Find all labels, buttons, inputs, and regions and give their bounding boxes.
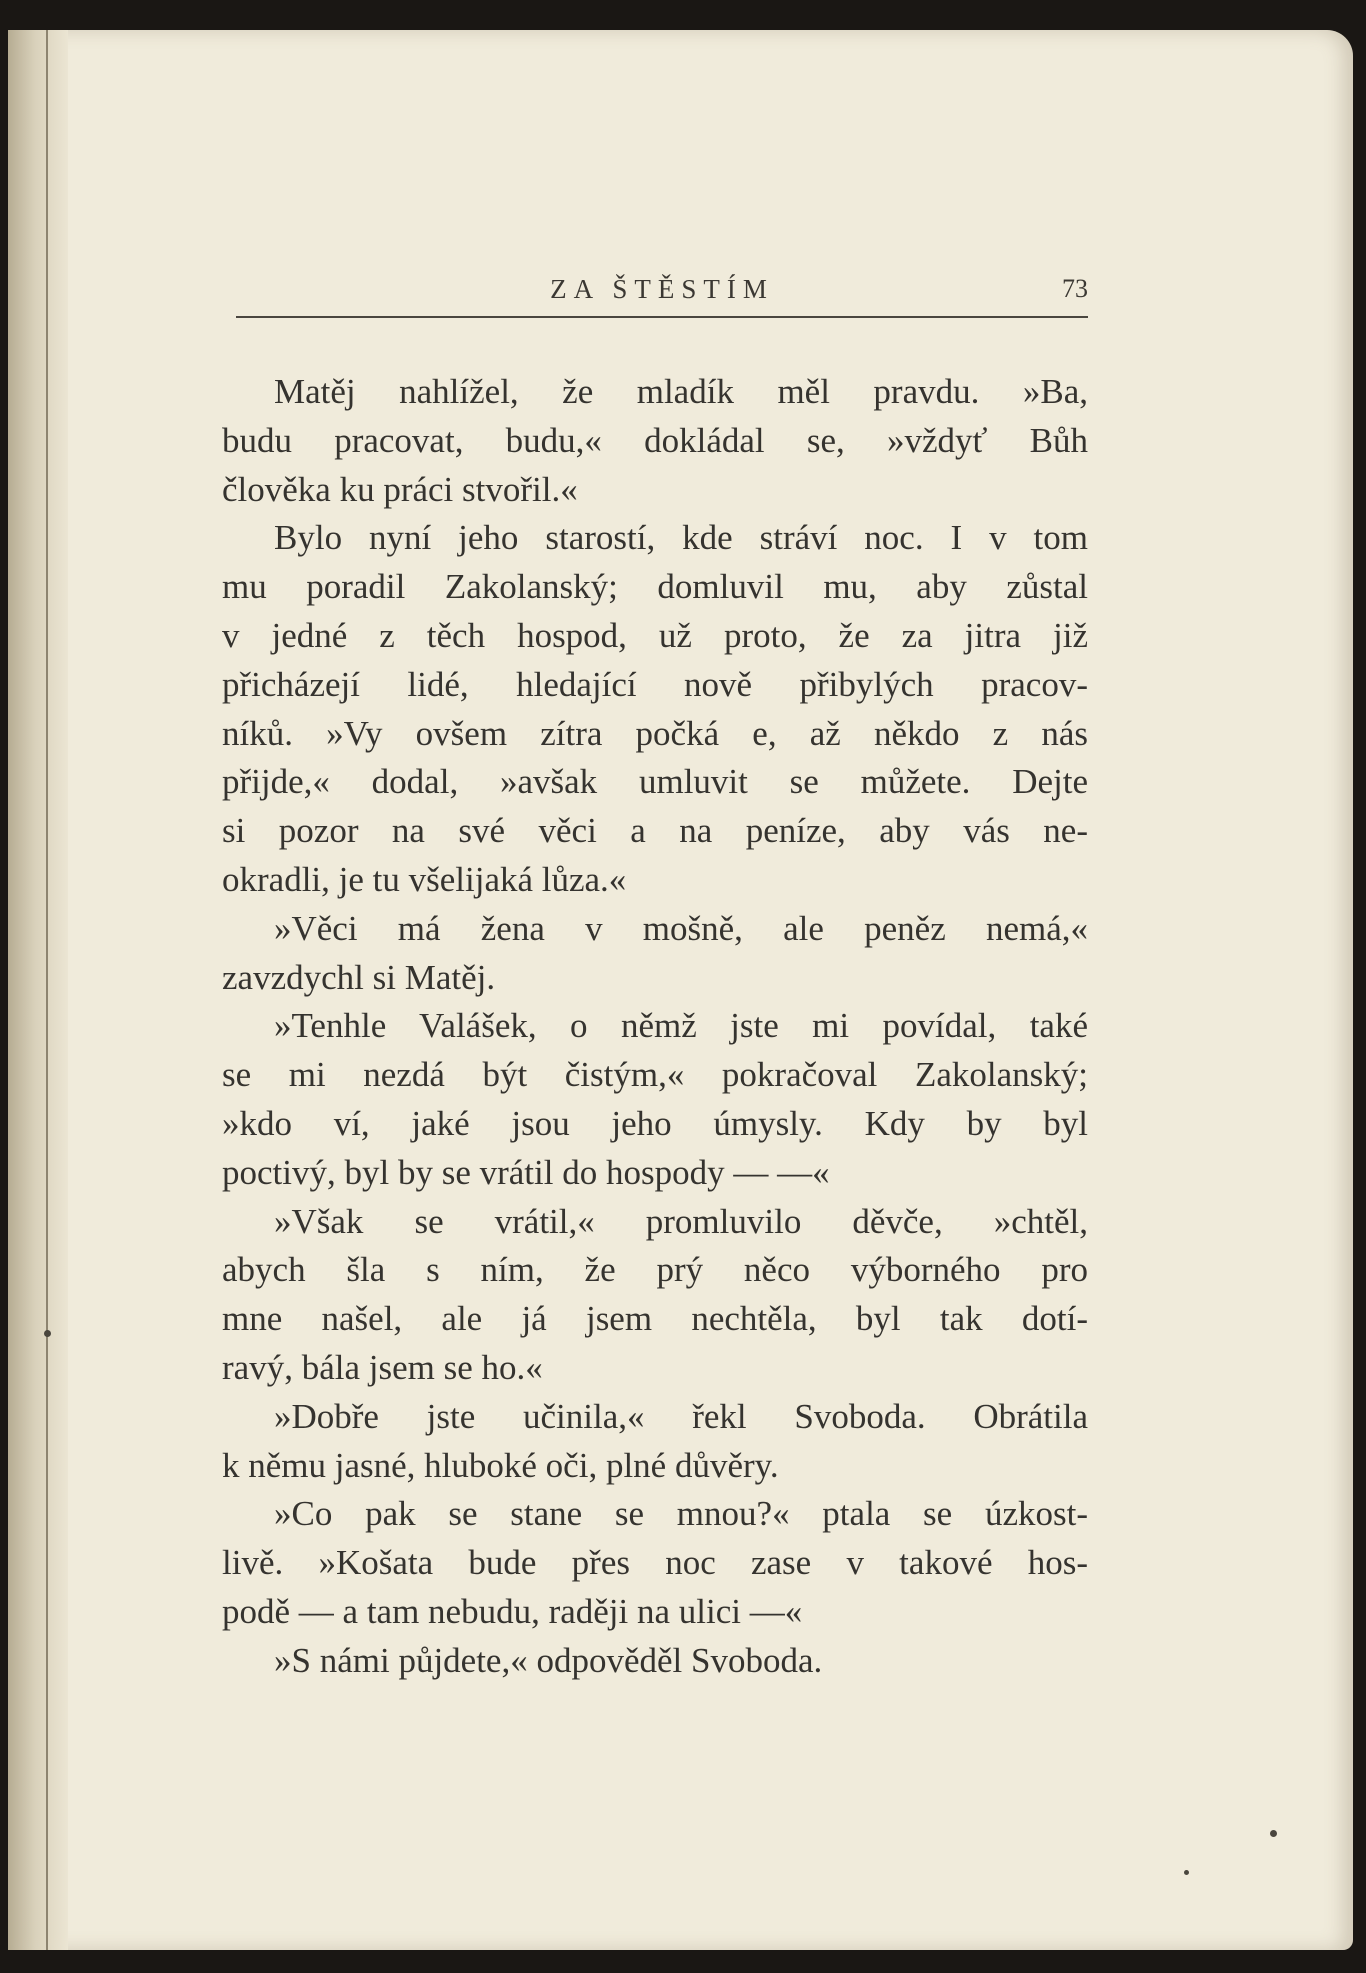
text-line: »S námi půjdete,« odpověděl Svoboda.	[274, 1640, 823, 1680]
text-line: »Co pak se stane se mnou?« ptala se úzkost-	[274, 1494, 1088, 1534]
text-line: člověka ku práci stvořil.«	[222, 469, 578, 509]
text-line: »Dobře jste učinila,« řekl Svoboda. Obrátila	[274, 1396, 1088, 1436]
text-line: Matěj nahlížel, že mladík měl pravdu. »Ba,	[274, 372, 1088, 411]
running-header	[236, 262, 1088, 312]
text-line: »Však se vrátil,« promluvilo děvče, »chtěl,	[274, 1201, 1088, 1241]
text-line: »Věci má žena v mošně, ale peněz nemá,«	[274, 908, 1088, 948]
header-rule	[236, 316, 1088, 318]
text-line: poctivý, byl by se vrátil do hospody — —«	[222, 1152, 830, 1192]
page-number: 73	[1062, 274, 1088, 303]
text-line: přijde,« dodal, »avšak umluvit se můžete. Dejte	[222, 762, 1088, 802]
text-line: mne našel, ale já jsem nechtěla, byl tak dotí-	[222, 1299, 1088, 1339]
text-line: níků. »Vy ovšem zítra počká e, až někdo z nás	[222, 713, 1088, 753]
text-line: v jedné z těch hospod, už proto, že za jitra již	[222, 615, 1088, 655]
ink-speck	[1184, 1870, 1189, 1875]
gutter-line	[46, 30, 48, 1950]
book-spine-shadow	[8, 30, 68, 1950]
text-line: zavzdychl si Matěj.	[222, 957, 496, 997]
text-line: okradli, je tu všelijaká lůza.«	[222, 859, 627, 899]
running-title: ZA ŠTĚSTÍM	[550, 274, 774, 304]
text-line: mu poradil Zakolanský; domluvil mu, aby zůstal	[222, 567, 1088, 607]
text-line: budu pracovat, budu,« dokládal se, »vždyť Bůh	[222, 420, 1088, 460]
text-line: si pozor na své věci a na peníze, aby vás ne-	[222, 811, 1088, 851]
ink-speck	[1270, 1830, 1277, 1837]
body-text	[222, 368, 1088, 1686]
ink-speck	[44, 1330, 51, 1337]
text-line: »Tenhle Valášek, o němž jste mi povídal, také	[274, 1006, 1088, 1046]
text-line: ravý, bála jsem se ho.«	[222, 1347, 543, 1387]
text-line: přicházejí lidé, hledající nově přibylých pracov-	[222, 664, 1088, 704]
text-line: abych šla s ním, že prý něco výborného pro	[222, 1250, 1088, 1290]
text-line: livě. »Košata bude přes noc zase v takové hos-	[222, 1543, 1088, 1583]
text-line: podě — a tam nebudu, raději na ulici —«	[222, 1591, 803, 1631]
text-line: se mi nezdá být čistým,« pokračoval Zakolanský;	[222, 1055, 1088, 1095]
text-line: Bylo nyní jeho starostí, kde stráví noc. I v tom	[274, 518, 1088, 558]
text-line: »kdo ví, jaké jsou jeho úmysly. Kdy by byl	[222, 1103, 1088, 1143]
text-line: k němu jasné, hluboké oči, plné důvěry.	[222, 1445, 779, 1485]
